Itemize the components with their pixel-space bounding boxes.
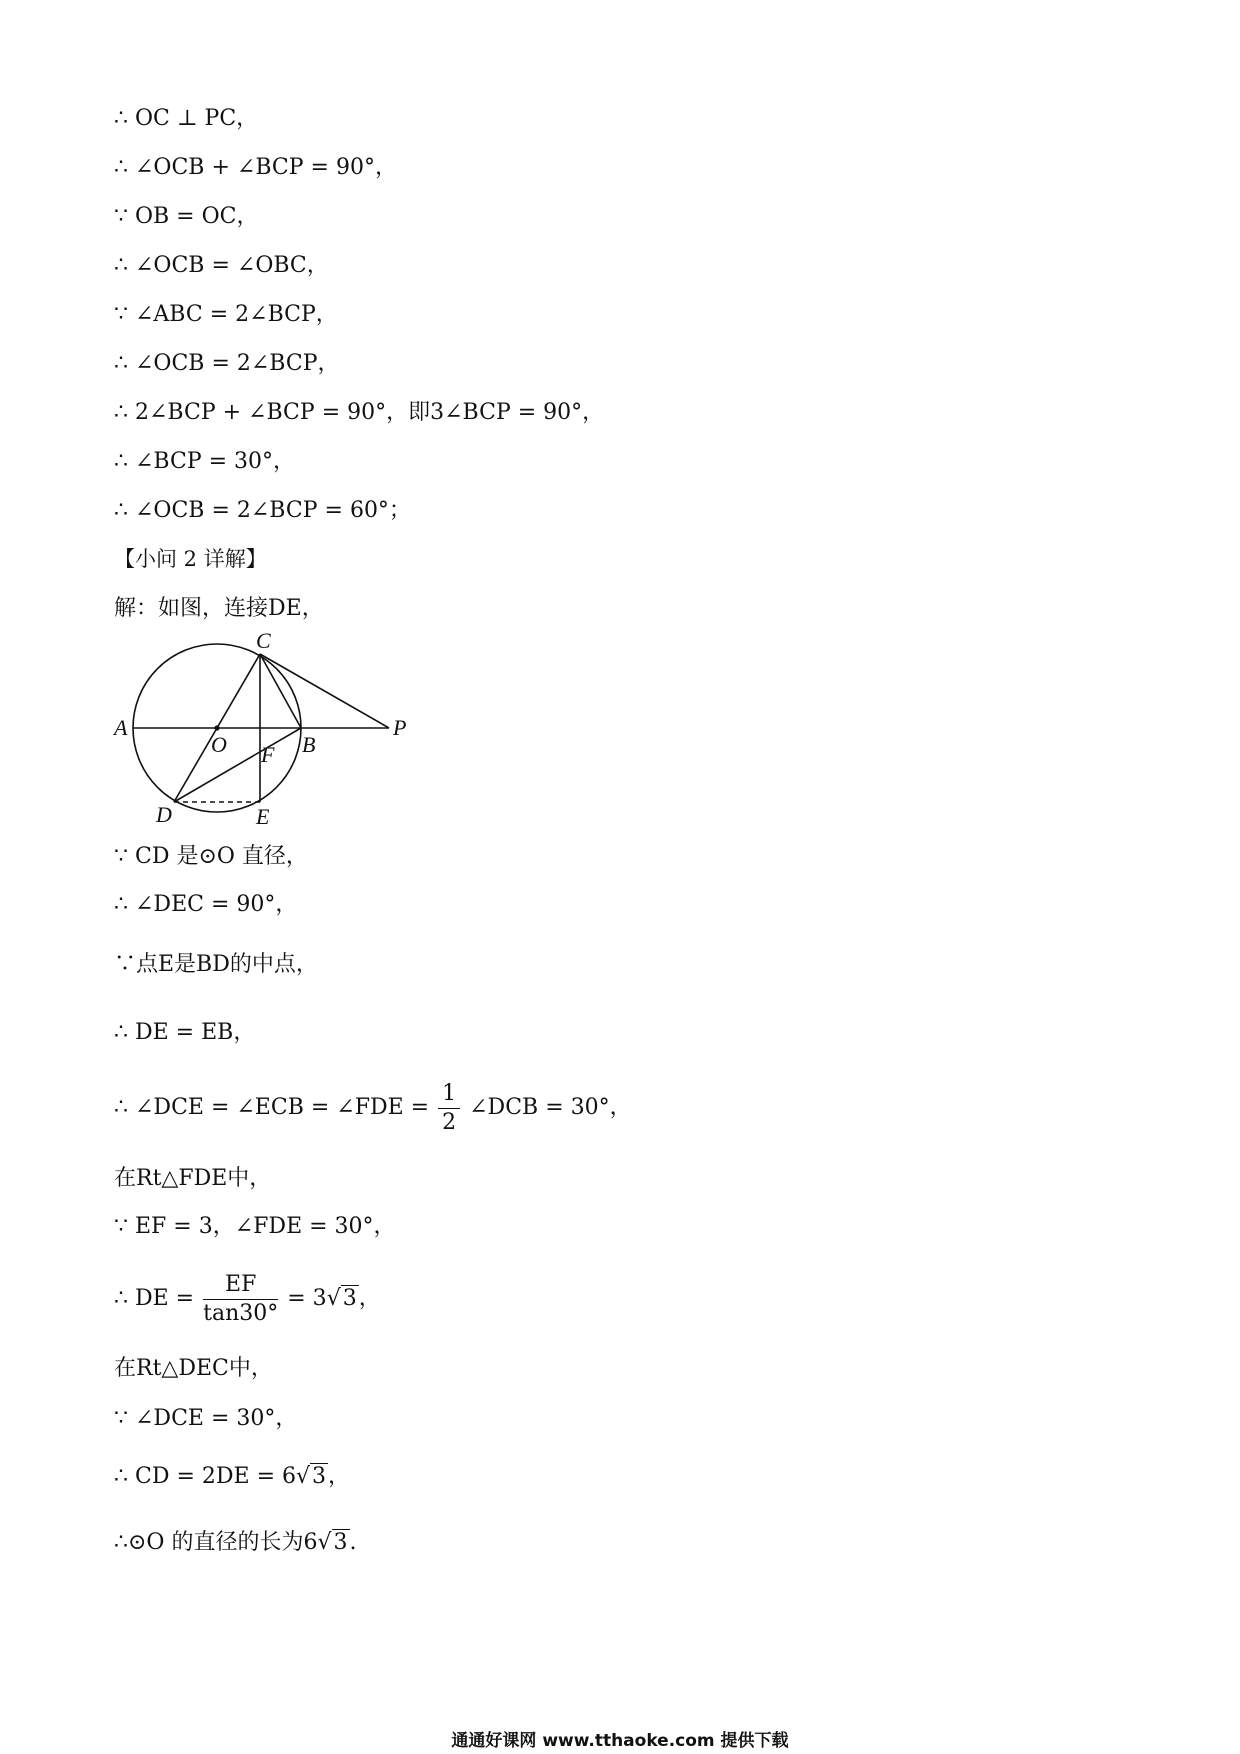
label-c: C: [256, 630, 271, 653]
proof2-line-4: ∴ DE = EB，: [114, 1020, 256, 1045]
fraction-ef-tan30: [203, 1271, 278, 1328]
proof-line-4: ∴ ∠OCB = ∠OBC，: [114, 253, 329, 278]
proof-line-5: ∵ ∠ABC = 2∠BCP，: [114, 302, 338, 327]
eq5-left: ∴ ∠DCE = ∠ECB = ∠FDE =: [114, 1095, 430, 1120]
proof-line-2: ∴ ∠OCB + ∠BCP = 90°，: [114, 155, 397, 180]
label-p: P: [393, 715, 407, 740]
geometry-figure: [110, 630, 430, 830]
eq11-comma: ，: [328, 1464, 351, 1489]
eq8-comma: ，: [358, 1286, 381, 1311]
label-o: O: [211, 732, 227, 757]
line-db: [174, 728, 301, 802]
proof2-line-9: 在Rt△DEC中，: [114, 1356, 273, 1381]
eq8-left: ∴ DE =: [114, 1286, 195, 1311]
proof2-line-5: [114, 1078, 632, 1138]
label-d: D: [156, 802, 172, 827]
proof-line-7: ∴ 2∠BCP + ∠BCP = 90°，即3∠BCP = 90°，: [114, 400, 605, 425]
sqrt-expression: √3: [317, 1530, 348, 1555]
sqrt-expression: √3: [326, 1286, 357, 1311]
fraction-numerator: 1: [438, 1080, 460, 1109]
solution-intro: 解：如图，连接DE，: [114, 596, 324, 621]
fraction-numerator: EF: [203, 1271, 278, 1300]
line-cp: [260, 654, 389, 728]
proof2-line-8: [114, 1268, 381, 1330]
proof-line-6: ∴ ∠OCB = 2∠BCP，: [114, 351, 340, 376]
proof2-line-10: ∵ ∠DCE = 30°，: [114, 1406, 298, 1431]
label-b: B: [302, 732, 316, 757]
proof2-line-7: ∵ EF = 3，∠FDE = 30°，: [114, 1214, 396, 1239]
label-f: F: [261, 742, 275, 767]
point-o: [214, 725, 219, 730]
proof-line-9: ∴ ∠OCB = 2∠BCP = 60°；: [114, 498, 411, 523]
eq12-left: ∴⊙O 的直径的长为6: [114, 1530, 318, 1555]
proof2-line-2: ∴ ∠DEC = 90°，: [114, 892, 298, 917]
proof2-line-12: [114, 1528, 357, 1558]
proof2-line-3: ∵点E是BD的中点，: [114, 952, 318, 977]
page-footer: 通通好课网 www.tthaoke.com 提供下载: [451, 1731, 789, 1751]
label-a: A: [114, 715, 128, 740]
label-e: E: [256, 804, 270, 829]
eq12-period: .: [349, 1530, 357, 1555]
proof2-line-11: [114, 1462, 350, 1492]
proof2-line-6: 在Rt△FDE中，: [114, 1166, 272, 1191]
fraction-denominator: tan30°: [203, 1300, 279, 1326]
proof-line-1: ∴ OC ⊥ PC，: [114, 106, 259, 131]
section-heading: 【小问 2 详解】: [114, 547, 267, 571]
eq8-coef: = 3: [287, 1286, 327, 1311]
fraction-one-half: [438, 1080, 460, 1137]
proof-line-3: ∵ OB = OC，: [114, 204, 259, 229]
eq11-left: ∴ CD = 2DE = 6: [114, 1464, 296, 1489]
radicand: 3: [333, 1530, 348, 1555]
radicand: 3: [312, 1464, 327, 1489]
proof2-line-1: ∵ CD 是⊙O 直径，: [114, 844, 308, 869]
radicand: 3: [342, 1286, 357, 1311]
fraction-denominator: 2: [442, 1109, 457, 1135]
proof-line-8: ∴ ∠BCP = 30°，: [114, 449, 296, 474]
eq5-right: ∠DCB = 30°，: [469, 1095, 632, 1120]
sqrt-expression: √3: [296, 1464, 327, 1489]
